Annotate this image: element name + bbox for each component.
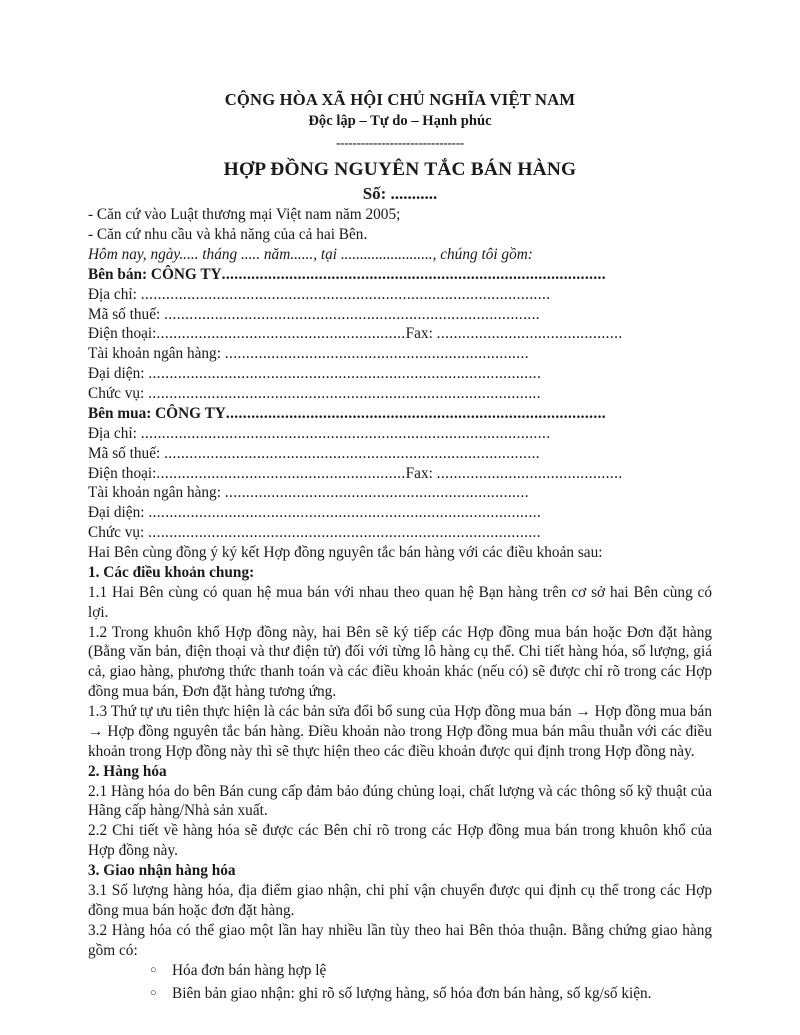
seller-phone-label: Điện thoại: bbox=[88, 325, 157, 343]
buyer-bank-account-label: Tài khoản ngân hàng: bbox=[88, 484, 225, 502]
buyer-phone-dots: ........................................................... bbox=[156, 464, 406, 482]
seller-field-position bbox=[88, 384, 712, 404]
seller-position-dots: ............................................................................................. bbox=[148, 385, 541, 403]
article-3-heading: 3. Giao nhận hàng hóa bbox=[88, 862, 236, 880]
clause-2-2: 2.2 Chi tiết về hàng hóa sẽ được các Bên chỉ rõ trong các Hợp đồng mua bán trong khuôn khổ của Hợp đồng này. bbox=[88, 822, 712, 860]
clause-1-3: 1.3 Thứ tự ưu tiên thực hiện là các bản sửa đổi bổ sung của Hợp đồng mua bán → Hợp đồng mua bán → Hợp đồng nguyên tắc bán hàng. Điều khoản nào trong Hợp đồng mua bán mâu thuẫn với các điều khoản trong Hợp đồng này thì sẽ thực hiện theo các điều khoản được qui định trong Hợp đồng này. bbox=[88, 703, 712, 760]
buyer-position-dots: ............................................................................................. bbox=[148, 524, 541, 542]
agreement-statement: Hai Bên cùng đồng ý ký kết Hợp đồng nguyên tắc bán hàng với các điều khoản sau: bbox=[88, 544, 603, 562]
buyer-tax-code-label: Mã số thuế: bbox=[88, 444, 165, 462]
list-item-label: Biên bản giao nhận: ghi rõ số lượng hàng, số hóa đơn bán hàng, số kg/số kiện. bbox=[172, 984, 652, 1002]
legal-basis-2: - Căn cứ nhu cầu và khả năng của cả hai Bên. bbox=[88, 226, 368, 244]
seller-tax-code-dots: ......................................................................................... bbox=[164, 305, 541, 323]
seller-field-address bbox=[88, 285, 712, 305]
clause-3-1: 3.1 Số lượng hàng hóa, địa điểm giao nhận, chi phí vận chuyển được qui định cụ thể trong các Hợp đồng mua bán hoặc đơn đặt hàng. bbox=[88, 881, 712, 919]
seller-fax-dots: ............................................ bbox=[436, 325, 623, 343]
seller-position-label: Chức vụ: bbox=[88, 385, 149, 403]
buyer-fax-dots: ............................................ bbox=[436, 464, 623, 482]
contract-number: Số: ........... bbox=[362, 184, 438, 204]
seller-fax-label: Fax: bbox=[405, 325, 437, 343]
legal-basis-1: - Căn cứ vào Luật thương mại Việt nam năm 2005; bbox=[88, 206, 401, 224]
seller-tax-code-label: Mã số thuế: bbox=[88, 305, 165, 323]
seller-company-line bbox=[88, 265, 712, 285]
clause-3-2: 3.2 Hàng hóa có thể giao một lần hay nhiều lần tùy theo hai Bên thỏa thuận. Bằng chứng giao hàng gồm có: bbox=[88, 921, 712, 959]
seller-field-bank-account bbox=[88, 344, 712, 364]
national-motto: Độc lập – Tự do – Hạnh phúc bbox=[308, 112, 492, 129]
buyer-field-bank-account bbox=[88, 483, 712, 503]
buyer-bank-account-dots: ........................................................................ bbox=[224, 484, 529, 502]
buyer-address-label: Địa chỉ: bbox=[88, 424, 141, 442]
seller-address-dots: ................................................................................................. bbox=[140, 285, 551, 303]
page-title: HỢP ĐỒNG NGUYÊN TẮC BÁN HÀNG bbox=[223, 158, 577, 180]
list-item-label: Hóa đơn bán hàng hợp lệ bbox=[172, 962, 327, 980]
seller-representative-dots: ............................................................................................. bbox=[148, 365, 542, 383]
seller-company-label: Bên bán: CÔNG TY bbox=[88, 265, 222, 283]
clause-1-2: 1.2 Trong khuôn khổ Hợp đồng này, hai Bên sẽ ký tiếp các Hợp đồng mua bán hoặc Đơn đặt hàng (Bằng văn bản, điện thoại và thư điện tử) đối với từng lô hàng cụ thể. Chi tiết hàng hóa, số lượng, giá cả, giao hàng, phương thức thanh toán và các điều khoản khác (nếu có) sẽ được chỉ rõ trong các Hợp đồng mua bán, Đơn đặt hàng tương ứng. bbox=[88, 623, 712, 701]
national-title: CỘNG HÒA XÃ HỘI CHỦ NGHĨA VIỆT NAM bbox=[224, 90, 576, 109]
circle-bullet-icon: ○ bbox=[150, 964, 157, 977]
buyer-field-position bbox=[88, 523, 712, 543]
list-item bbox=[88, 983, 712, 1005]
delivery-evidence-list bbox=[88, 960, 712, 1004]
circle-bullet-icon: ○ bbox=[150, 986, 157, 999]
buyer-position-label: Chức vụ: bbox=[88, 524, 149, 542]
buyer-tax-code-dots: ......................................................................................... bbox=[164, 444, 541, 462]
buyer-company-label: Bên mua: CÔNG TY bbox=[88, 404, 226, 422]
seller-phone-dots: ........................................................... bbox=[156, 325, 406, 343]
seller-field-phone-fax bbox=[88, 324, 712, 344]
buyer-representative-dots: ............................................................................................. bbox=[148, 504, 542, 522]
buyer-fax-label: Fax: bbox=[405, 464, 437, 482]
list-item bbox=[88, 960, 712, 982]
date-place-line: Hôm nay, ngày..... tháng ..... năm......, tại ........................, chúng tôi gồm: bbox=[88, 245, 533, 263]
dashed-separator: ------------------------------- bbox=[335, 135, 464, 151]
buyer-field-tax-code bbox=[88, 444, 712, 464]
document-header bbox=[88, 90, 712, 205]
clause-2-1: 2.1 Hàng hóa do bên Bán cung cấp đảm bảo đúng chủng loại, chất lượng và các thông số kỹ thuật của Hãng cấp hàng/Nhà sản xuất. bbox=[88, 782, 712, 820]
seller-bank-account-label: Tài khoản ngân hàng: bbox=[88, 345, 225, 363]
article-2-heading: 2. Hàng hóa bbox=[88, 762, 167, 780]
buyer-field-phone-fax bbox=[88, 464, 712, 484]
seller-company-dots: ........................................................................................... bbox=[221, 265, 606, 283]
seller-field-tax-code bbox=[88, 305, 712, 325]
clause-1-1: 1.1 Hai Bên cùng có quan hệ mua bán với nhau theo quan hệ Bạn hàng trên cơ sở hai Bên cùng có lợi. bbox=[88, 583, 712, 621]
buyer-company-line bbox=[88, 404, 712, 424]
seller-address-label: Địa chỉ: bbox=[88, 285, 141, 303]
buyer-field-representative bbox=[88, 503, 712, 523]
buyer-phone-label: Điện thoại: bbox=[88, 464, 157, 482]
seller-bank-account-dots: ........................................................................ bbox=[224, 345, 529, 363]
seller-representative-label: Đại diện: bbox=[88, 365, 149, 383]
buyer-representative-label: Đại diện: bbox=[88, 504, 149, 522]
buyer-field-address bbox=[88, 424, 712, 444]
buyer-address-dots: ................................................................................................. bbox=[140, 424, 551, 442]
article-1-heading: 1. Các điều khoản chung: bbox=[88, 563, 255, 581]
document-body bbox=[88, 90, 712, 1005]
seller-field-representative bbox=[88, 364, 712, 384]
buyer-company-dots: .......................................................................................... bbox=[225, 404, 607, 422]
